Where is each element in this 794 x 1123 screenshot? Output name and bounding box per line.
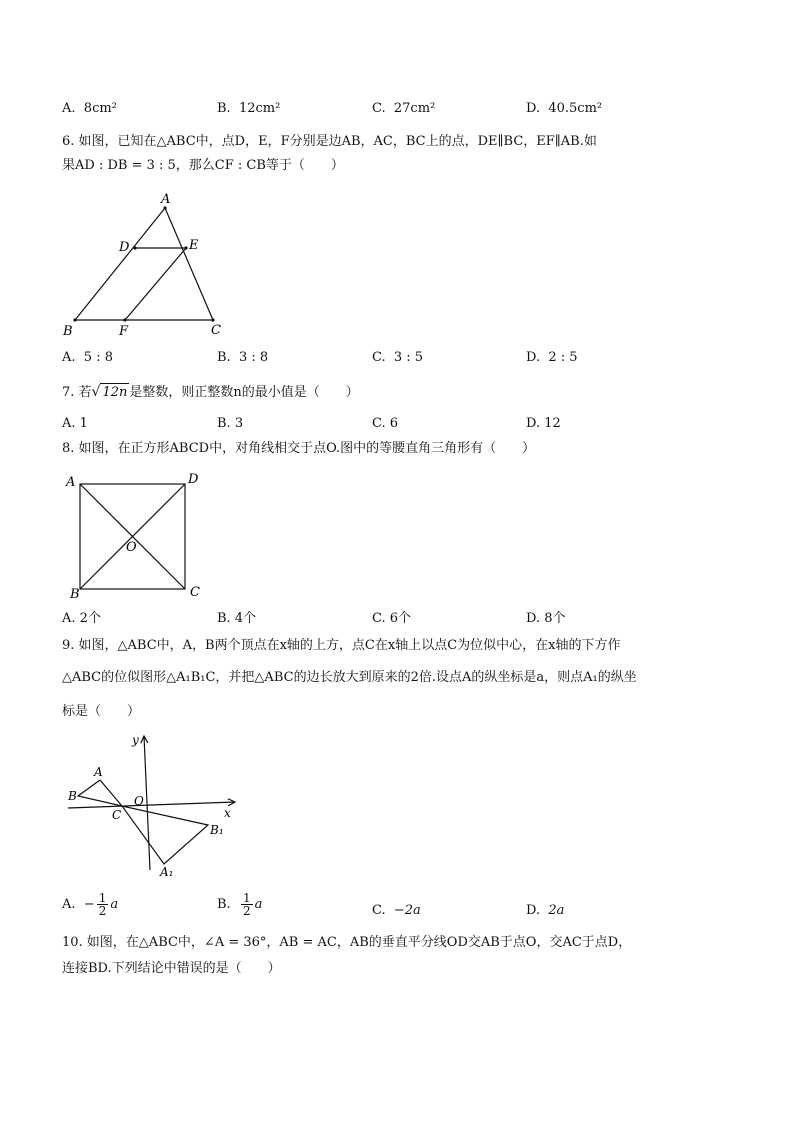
q8-option-d: D. 8个 — [526, 611, 566, 626]
q8-option-a: A. 2个 — [62, 611, 101, 626]
q8-option-c: C. 6个 — [372, 611, 412, 626]
q6-stem-line2: 果AD : DB = 3 : 5，那么CF : CB等于（ ） — [62, 158, 344, 173]
q8-label-b: B — [70, 587, 80, 602]
q7-option-c: C. 6 — [372, 416, 399, 431]
q7-radicand: 12n — [102, 385, 128, 400]
q9-coordinate-figure — [60, 728, 250, 880]
q7-option-d: D. 12 — [526, 416, 561, 431]
q5-option-c: C. 27cm² — [372, 101, 436, 116]
q5-option-b: B. 12cm² — [217, 101, 281, 116]
q9-option-b: B. $\frac{1}{2}$ a — [217, 891, 263, 918]
q6-label-f: F — [119, 324, 129, 339]
q10-stem-line2: 连接BD.下列结论中错误的是（ ） — [62, 961, 281, 976]
q9-label-c: C — [112, 808, 122, 822]
q6-option-c: C. 3 : 5 — [372, 350, 424, 365]
q6-label-a: A — [161, 192, 171, 207]
q10-stem-line1: 10. 如图，在△ABC中，∠A = 36°，AB = AC，AB的垂直平分线OD交AB于点O，交AC于点D， — [62, 935, 632, 950]
q9-stem-line3: 标是（ ） — [62, 704, 141, 719]
q9-option-a: A. − $\frac{1}{2}$ a — [62, 891, 119, 918]
q8-label-o: O — [126, 540, 137, 555]
q5-option-d: D. 40.5cm² — [526, 101, 603, 116]
q6-label-c: C — [211, 323, 221, 338]
q9-label-o: O — [134, 794, 144, 808]
q6-option-b: B. 3 : 8 — [217, 350, 269, 365]
q9-option-c: C. −2a — [372, 903, 421, 918]
q6-option-a: A. 5 : 8 — [62, 350, 113, 365]
q6-triangle-figure — [55, 190, 235, 340]
q6-label-b: B — [63, 324, 73, 339]
q8-label-a: A — [66, 475, 76, 490]
q8-label-d: D — [188, 472, 199, 487]
q7-option-a: A. 1 — [62, 416, 88, 431]
q9-label-x: x — [224, 806, 231, 820]
q8-option-b: B. 4个 — [217, 611, 257, 626]
q9-label-b: B — [68, 789, 77, 803]
q8-label-c: C — [190, 585, 200, 600]
q5-option-a: A. 8cm² — [62, 101, 117, 116]
q9-label-a: A — [94, 765, 103, 779]
q6-stem-line1: 6. 如图，已知在△ABC中，点D，E，F分别是边AB，AC，BC上的点，DE∥BC，EF∥AB.如 — [62, 134, 597, 149]
q6-label-e: E — [189, 238, 199, 253]
q6-label-d: D — [119, 240, 130, 255]
q6-option-d: D. 2 : 5 — [526, 350, 578, 365]
q9-option-d: D. 2a — [526, 903, 565, 918]
q9-label-y: y — [132, 733, 139, 747]
q7-option-b: B. 3 — [217, 416, 244, 431]
q9-stem-line2: △ABC的位似图形△A₁B₁C，并把△ABC的边长放大到原来的2倍.设点A的纵坐标是a，则点A₁的纵坐 — [62, 670, 637, 685]
q9-label-b1: B₁ — [210, 823, 224, 837]
q8-stem: 8. 如图，在正方形ABCD中，对角线相交于点O.图中的等腰直角三角形有（ ） — [62, 441, 536, 456]
q9-label-a1: A₁ — [160, 865, 174, 879]
q9-stem-line1: 9. 如图，△ABC中，A，B两个顶点在x轴的上方，点C在x轴上以点C为位似中心，在x轴的下方作 — [62, 638, 621, 653]
q7-stem: 7. 若√ 12n 是整数，则正整数n的最小值是（ ） — [62, 384, 359, 400]
q8-square-figure — [60, 470, 210, 605]
